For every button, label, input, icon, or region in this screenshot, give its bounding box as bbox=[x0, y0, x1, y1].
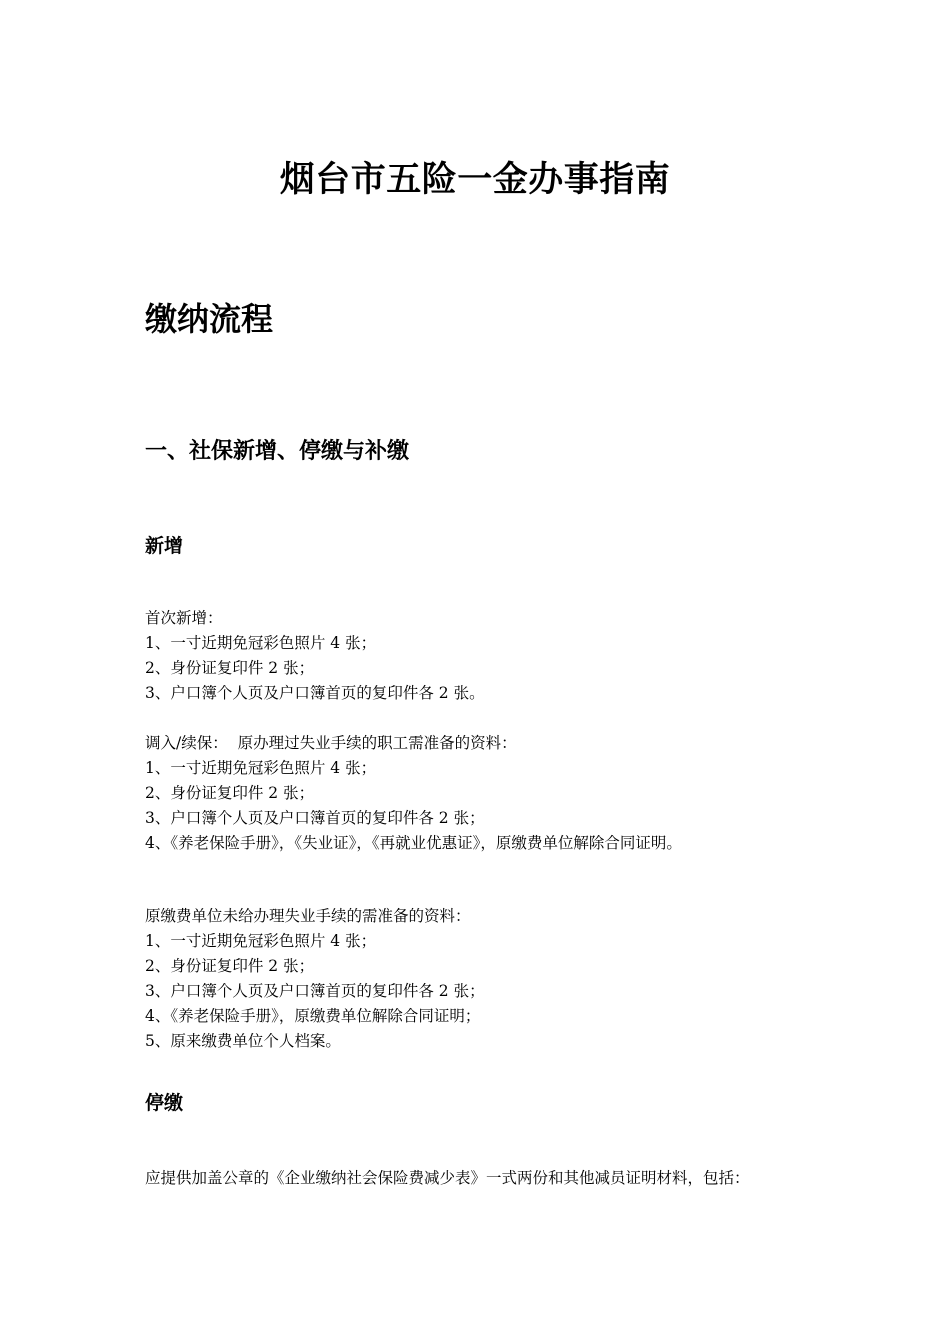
heading-new-enrollment: 新增 bbox=[145, 535, 184, 557]
list-item: 3、户口簿个人页及户口簿首页的复印件各 2 张。 bbox=[145, 684, 485, 702]
transfer-in-label: 调入/续保： 原办理过失业手续的职工需准备的资料： bbox=[145, 734, 517, 752]
list-item: 1、一寸近期免冠彩色照片 4 张； bbox=[145, 634, 377, 652]
list-item: 2、身份证复印件 2 张； bbox=[145, 659, 315, 677]
document-title: 烟台市五险一金办事指南 bbox=[279, 160, 671, 200]
first-time-enrollment-block bbox=[145, 606, 810, 706]
list-item: 2、身份证复印件 2 张； bbox=[145, 784, 315, 802]
list-item: 4、《养老保险手册》，《失业证》，《再就业优惠证》，原缴费单位解除合同证明。 bbox=[145, 834, 682, 852]
section-heading-payment-process: 缴纳流程 bbox=[145, 300, 274, 338]
first-time-label: 首次新增： bbox=[145, 609, 223, 627]
no-unemployment-label: 原缴费单位未给办理失业手续的需准备的资料： bbox=[145, 907, 471, 925]
list-item: 5、原来缴费单位个人档案。 bbox=[145, 1032, 341, 1050]
stop-payment-text: 应提供加盖公章的《企业缴纳社会保险费减少表》一式两份和其他减员证明材料，包括： bbox=[145, 1169, 750, 1187]
subsection-heading-social-security: 一、社保新增、停缴与补缴 bbox=[145, 439, 410, 464]
list-item: 2、身份证复印件 2 张； bbox=[145, 957, 315, 975]
list-item: 1、一寸近期免冠彩色照片 4 张； bbox=[145, 759, 377, 777]
list-item: 3、户口簿个人页及户口簿首页的复印件各 2 张； bbox=[145, 982, 485, 1000]
list-item: 3、户口簿个人页及户口簿首页的复印件各 2 张； bbox=[145, 809, 485, 827]
stop-payment-block bbox=[145, 1166, 810, 1191]
transfer-in-block bbox=[145, 731, 810, 856]
list-item: 1、一寸近期免冠彩色照片 4 张； bbox=[145, 932, 377, 950]
heading-stop-payment: 停缴 bbox=[145, 1092, 184, 1114]
no-unemployment-procedure-block bbox=[145, 904, 810, 1054]
list-item: 4、《养老保险手册》，原缴费单位解除合同证明； bbox=[145, 1007, 481, 1025]
